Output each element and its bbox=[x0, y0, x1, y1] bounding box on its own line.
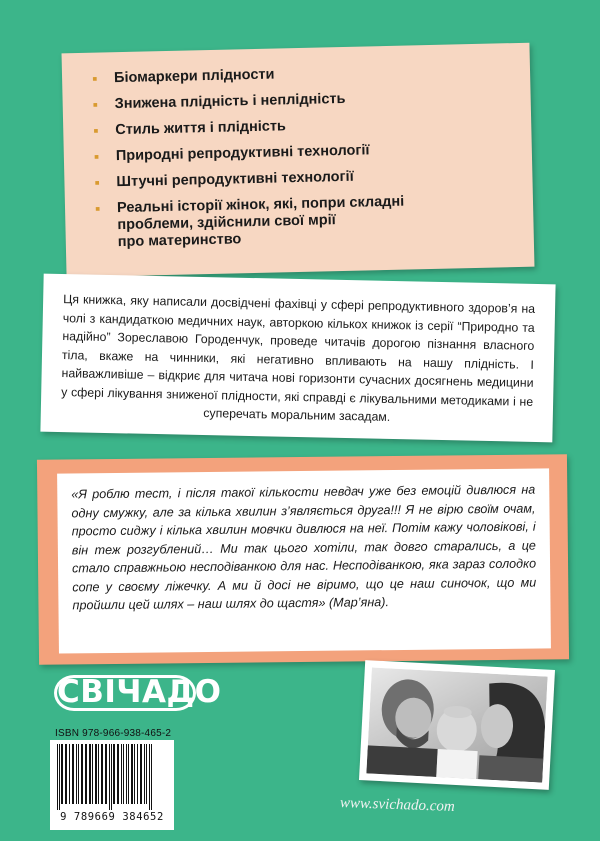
topic-text: Реальні історії жінок, які, попри складні проблеми, здійснили свої мрії про материнство bbox=[116, 193, 405, 251]
barcode-bar bbox=[59, 744, 60, 810]
barcode-bar bbox=[57, 744, 58, 810]
topic-text: Стиль життя і плідність bbox=[115, 118, 287, 139]
square-bullet-icon: ▪ bbox=[94, 200, 101, 218]
barcode-bar bbox=[81, 744, 83, 804]
website-link[interactable]: www.svichado.com bbox=[339, 795, 455, 815]
publisher-logo: СВІЧАДО bbox=[54, 675, 196, 711]
barcode bbox=[50, 740, 174, 830]
barcode-bar bbox=[72, 744, 74, 804]
isbn-label: ISBN 978-966-938-465-2 bbox=[55, 728, 172, 739]
topic-text: Біомаркери плідности bbox=[113, 66, 275, 87]
barcode-bar bbox=[61, 744, 63, 804]
barcode-bar bbox=[149, 744, 150, 810]
barcode-bar bbox=[123, 744, 124, 804]
square-bullet-icon: ▪ bbox=[91, 70, 98, 88]
testimonial-frame bbox=[37, 454, 569, 665]
book-description bbox=[40, 274, 555, 443]
barcode-bar bbox=[109, 744, 110, 810]
barcode-bar bbox=[92, 744, 93, 804]
barcode-bar bbox=[117, 744, 119, 804]
topic-item bbox=[94, 165, 514, 192]
square-bullet-icon: ▪ bbox=[93, 122, 99, 140]
barcode-bar bbox=[151, 744, 152, 810]
barcode-bar bbox=[65, 744, 67, 804]
topic-text: Штучні репродуктивні технології bbox=[116, 168, 354, 191]
topic-item bbox=[93, 113, 513, 140]
barcode-bar bbox=[128, 744, 129, 804]
description-text: Ця книжка, яку написали досвідчені фахівці у сфері репродуктивного здоров’я на чолі з кандидаткою медичних наук, авторкою кількох книжок із серії “Природно та надійно” Зореславою Городенчук, проведе читачів дорогою пізнання власного тіла, вкаже на чинники, які негативно впливають на нашу плідність. І найважливіше – відкриє для читача нові горизонти сучасних досягнень медицини у сфері лікування зниженої плідности, які справді є лікувальними методиками і не суперечать моральним засадам. bbox=[61, 292, 536, 424]
barcode-bar bbox=[101, 744, 103, 804]
barcode-bar bbox=[113, 744, 115, 804]
topics-list bbox=[92, 61, 516, 251]
barcode-bar bbox=[131, 744, 133, 804]
barcode-bar bbox=[76, 744, 77, 804]
barcode-bar bbox=[105, 744, 107, 804]
barcode-bars-icon bbox=[55, 744, 169, 810]
barcode-bar bbox=[85, 744, 87, 804]
barcode-bar bbox=[144, 744, 145, 804]
barcode-bar bbox=[111, 744, 112, 810]
topic-item bbox=[94, 139, 514, 166]
barcode-bar bbox=[126, 744, 127, 804]
barcode-digits: 9 789669 384652 bbox=[60, 811, 164, 823]
square-bullet-icon: ▪ bbox=[93, 148, 100, 166]
barcode-bar bbox=[146, 744, 147, 804]
topic-item bbox=[95, 191, 516, 252]
barcode-bar bbox=[137, 744, 138, 804]
barcode-bar bbox=[121, 744, 122, 804]
barcode-bar bbox=[78, 744, 79, 804]
barcode-bar bbox=[69, 744, 70, 804]
topics-card bbox=[62, 43, 535, 278]
topic-text: Знижена плідність і неплідність bbox=[114, 90, 346, 113]
barcode-bar bbox=[98, 744, 99, 804]
testimonial-text: «Я роблю тест, і після такої кількости невдач уже без емоцій дивлюся на одну смужку, але за кілька хвилин з’являється друга!!! Я не вірю своїм очам, просто сиджу і кілька хвилин мовчки дивлюся на неї. Потім кажу чоловікові, і він теж розгублений… Ми так цього хотіли, так довго старались, а це стало справжньою несподіванкою для нас. Несподіванкою, яка зараз солодко сопе у своєму ліжечку. А ми й досі не віримо, що це наш синочок, що ми пройшли цей шлях – наш шлях до щастя» (Мар’яна). bbox=[71, 482, 537, 613]
family-photo-image-icon bbox=[366, 667, 547, 782]
testimonial-card bbox=[57, 468, 551, 653]
barcode-bar bbox=[89, 744, 91, 804]
topic-item bbox=[92, 61, 512, 88]
topic-text: Природні репродуктивні технології bbox=[115, 142, 370, 165]
family-photo bbox=[359, 660, 555, 790]
square-bullet-icon: ▪ bbox=[92, 96, 99, 114]
barcode-bar bbox=[140, 744, 142, 804]
square-bullet-icon: ▪ bbox=[94, 174, 100, 192]
barcode-bar bbox=[95, 744, 97, 804]
topic-item bbox=[93, 87, 513, 114]
barcode-bar bbox=[134, 744, 135, 804]
